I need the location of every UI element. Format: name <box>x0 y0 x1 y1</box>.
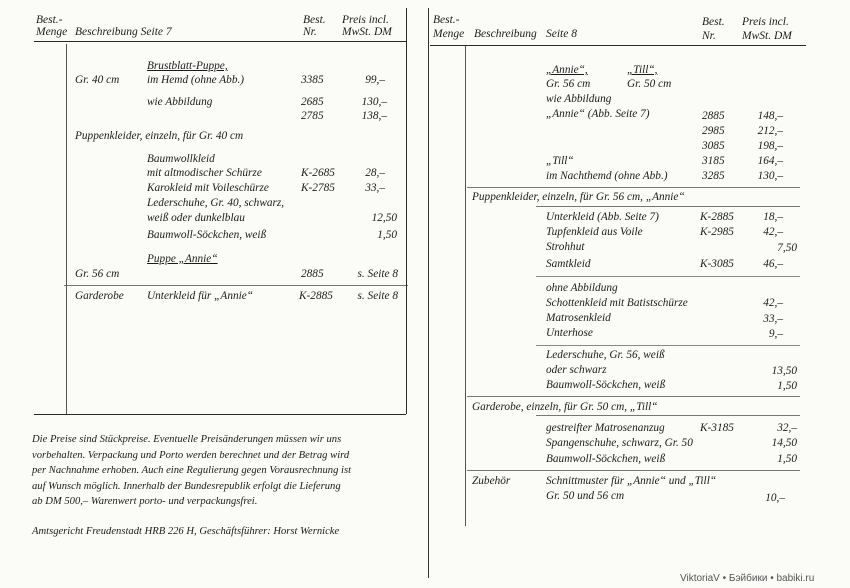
row-price: 99,– <box>365 74 385 86</box>
right-header-nr-line1: Best. <box>702 16 725 28</box>
row-price: 10,– <box>765 492 785 504</box>
row-price: 1,50 <box>777 380 797 392</box>
row-price: 14,50 <box>771 437 797 449</box>
left-right-border <box>406 8 407 414</box>
row-price: s. Seite 8 <box>357 290 398 302</box>
product-title-annie: „Annie“, <box>546 64 588 76</box>
row-desc: Samtkleid <box>546 258 591 270</box>
row-nr: K-2985 <box>700 226 734 238</box>
product-title-till: „Till“, <box>627 64 658 76</box>
row-price: 198,– <box>757 140 783 152</box>
row-nr: 2685 <box>301 96 324 108</box>
left-header-desc: Beschreibung Seite 7 <box>75 26 172 38</box>
divider <box>467 396 800 397</box>
row-nr: 3285 <box>702 170 725 182</box>
divider <box>467 470 800 471</box>
section-title: Garderobe, einzeln, für Gr. 50 cm, „Till“ <box>472 401 658 413</box>
row-price: 42,– <box>763 226 783 238</box>
left-header-nr-line1: Best. <box>303 14 326 26</box>
row-qty: Gr. 56 cm <box>75 268 120 280</box>
left-header-price-line2: MwSt. DM <box>342 26 392 38</box>
left-header-qty-line1: Best.- <box>36 14 63 26</box>
row-desc: Unterhose <box>546 327 593 339</box>
row-nr: 2885 <box>702 110 725 122</box>
row-desc: Gr. 50 und 56 cm <box>546 490 625 502</box>
row-price: 13,50 <box>771 365 797 377</box>
left-header-nr-line2: Nr. <box>303 26 317 38</box>
row-price: 28,– <box>365 167 385 179</box>
row-desc: Strohhut <box>546 241 585 253</box>
row-price: 212,– <box>757 125 783 137</box>
row-desc: Schnittmuster für „Annie“ und „Till“ <box>546 475 717 487</box>
row-nr: K-3085 <box>700 258 734 270</box>
left-bottom-rule <box>34 414 406 415</box>
footer-note-line: ab DM 500,– Warenwert porto- und verpackungsfrei. <box>32 496 258 507</box>
divider <box>536 415 800 416</box>
right-vertical-rule <box>465 46 466 526</box>
right-header-rule <box>430 45 806 46</box>
section-title: Puppenkleider, einzeln, für Gr. 56 cm, „Annie“ <box>472 191 685 203</box>
row-desc: Baumwoll-Söckchen, weiß <box>546 379 666 391</box>
product-title-annie: Puppe „Annie“ <box>147 253 218 265</box>
row-nr: 2985 <box>702 125 725 137</box>
product-title-brustblatt: Brustblatt-Puppe, <box>147 60 228 72</box>
row-desc: Lederschuhe, Gr. 40, schwarz, <box>147 197 285 209</box>
row-price: 130,– <box>361 96 387 108</box>
right-left-border <box>428 8 429 578</box>
row-desc: „Till“ <box>546 155 574 167</box>
row-price: 42,– <box>763 297 783 309</box>
row-desc: Spangenschuhe, schwarz, Gr. 50 <box>546 437 693 449</box>
left-header-price-line1: Preis incl. <box>342 14 389 26</box>
row-nr: 2885 <box>301 268 324 280</box>
footer-note <box>32 432 412 510</box>
row-price: 18,– <box>763 211 783 223</box>
row-nr: K-2785 <box>301 182 335 194</box>
row-price: 130,– <box>757 170 783 182</box>
row-desc: Schottenkleid mit Batistschürze <box>546 297 688 309</box>
divider <box>536 276 800 277</box>
row-price: 9,– <box>768 328 783 340</box>
row-price: 46,– <box>763 258 783 270</box>
row-desc: Baumwoll-Söckchen, weiß <box>147 229 267 241</box>
footer-note-line: per Nachnahme erhoben. Auch eine Regulierung gegen Vorausrechnung ist <box>32 465 352 476</box>
till-size: Gr. 50 cm <box>627 78 672 90</box>
row-desc: wie Abbildung <box>546 93 612 105</box>
divider <box>536 206 800 207</box>
row-desc: „Annie“ (Abb. Seite 7) <box>546 108 650 120</box>
right-header-price-line1: Preis incl. <box>742 16 789 28</box>
row-desc: Unterkleid für „Annie“ <box>147 290 254 302</box>
row-desc: Karokleid mit Voileschürze <box>147 182 269 194</box>
row-desc: oder schwarz <box>546 364 607 376</box>
row-desc: im Hemd (ohne Abb.) <box>147 74 245 86</box>
watermark: ViktoriaV • Бэйбики • babiki.ru <box>680 573 815 584</box>
row-desc: mit altmodischer Schürze <box>147 167 262 179</box>
row-desc: Baumwoll-Söckchen, weiß <box>546 453 666 465</box>
row-nr: K-2685 <box>301 167 335 179</box>
section-title: Zubehör <box>472 475 511 487</box>
row-price: 7,50 <box>777 242 797 254</box>
row-nr: 3085 <box>702 140 725 152</box>
row-qty: Gr. 40 cm <box>75 74 120 86</box>
row-desc: gestreifter Matrosenanzug <box>546 422 665 434</box>
row-nr: K-3185 <box>700 422 734 434</box>
right-header-price-line2: MwSt. DM <box>742 30 792 42</box>
row-desc: Tupfenkleid aus Voile <box>546 226 643 238</box>
annie-size: Gr. 56 cm <box>546 78 591 90</box>
row-desc: wie Abbildung <box>147 96 213 108</box>
right-header-page: Seite 8 <box>546 28 577 40</box>
row-price: 1,50 <box>377 229 397 241</box>
row-price: 138,– <box>361 110 387 122</box>
left-divider <box>64 285 408 286</box>
right-header-qty-line1: Best.- <box>433 14 460 26</box>
row-desc: Matrosenkleid <box>546 312 611 324</box>
left-header-qty-line2: Menge <box>36 26 68 38</box>
footer-note-line: auf Wunsch möglich. Innerhalb der Bundesrepublik erfolgt die Lieferung <box>32 480 341 492</box>
row-desc: Baumwollkleid <box>147 153 215 165</box>
row-price: 32,– <box>777 422 797 434</box>
row-price: 164,– <box>757 155 783 167</box>
row-nr: 2785 <box>301 110 324 122</box>
row-price: 148,– <box>757 110 783 122</box>
footer-note-line: Die Preise sind Stückpreise. Eventuelle Preisänderungen müssen wir uns <box>32 434 342 445</box>
row-price: 1,50 <box>777 453 797 465</box>
right-header-nr-line2: Nr. <box>702 30 716 42</box>
row-qty: Garderobe <box>75 290 124 302</box>
row-price: 33,– <box>763 313 783 325</box>
right-header-qty-line2: Menge <box>433 28 465 40</box>
divider <box>536 345 800 346</box>
section-title: Puppenkleider, einzeln, für Gr. 40 cm <box>75 130 244 142</box>
row-nr: K-2885 <box>700 211 734 223</box>
divider <box>467 187 800 188</box>
row-desc: Unterkleid (Abb. Seite 7) <box>546 211 659 223</box>
left-vertical-rule <box>66 44 67 414</box>
row-nr: 3185 <box>702 155 725 167</box>
footer-registry: Amtsgericht Freudenstadt HRB 226 H, Geschäftsführer: Horst Wernicke <box>32 526 340 537</box>
row-price: 33,– <box>365 182 385 194</box>
left-header-rule <box>34 41 406 42</box>
footer-note-line: vorbehalten. Verpackung und Porto werden berechnet und der Betrag wird <box>32 449 350 461</box>
row-nr: K-2885 <box>299 290 333 302</box>
row-desc: ohne Abbildung <box>546 282 618 294</box>
row-price: s. Seite 8 <box>357 268 398 280</box>
row-nr: 3385 <box>301 74 324 86</box>
row-desc: weiß oder dunkelblau <box>147 212 245 224</box>
right-header-desc: Beschreibung <box>474 28 537 40</box>
row-price: 12,50 <box>371 212 397 224</box>
row-desc: im Nachthemd (ohne Abb.) <box>546 170 668 182</box>
row-desc: Lederschuhe, Gr. 56, weiß <box>546 349 665 361</box>
